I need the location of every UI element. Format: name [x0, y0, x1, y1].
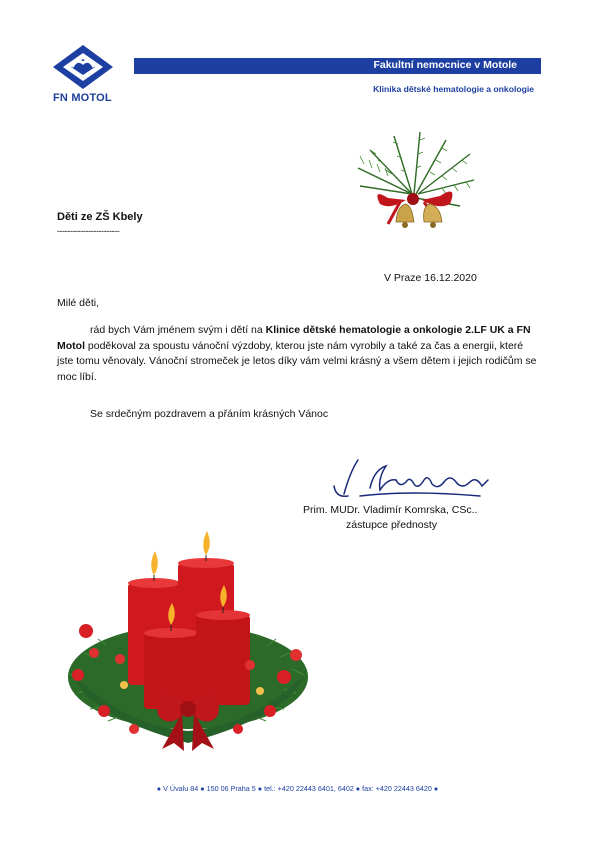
logo-icon: [52, 44, 114, 90]
christmas-bells-image: [350, 128, 478, 238]
recipient: Děti ze ZŠ Kbely: [57, 211, 143, 223]
advent-wreath-image: [64, 525, 324, 751]
handwritten-signature: [330, 452, 490, 512]
closing-greeting: Se srdečným pozdravem a přáním krásných Vánoc: [90, 408, 329, 420]
clinic-name: Klinika dětské hematologie a onkologie: [373, 84, 534, 94]
hospital-name: Fakultní nemocnice v Motole: [373, 59, 517, 71]
footer-address: ● V Úvalu 84 ● 150 06 Praha 5 ● tel.: +420 22443 6401, 6402 ● fax: +420 22443 6420 ●: [156, 784, 439, 793]
letter-date: V Praze 16.12.2020: [384, 272, 477, 284]
header-bar: [134, 58, 541, 74]
signer-role: zástupce přednosty: [346, 519, 438, 531]
fn-motol-logo: [52, 44, 124, 104]
body-text-start: rád bych Vám jménem svým i dětí na: [90, 324, 266, 336]
signer-name: Prim. MUDr. Vladimír Komrska, CSc..: [303, 504, 478, 516]
body-text-end: poděkoval za spoustu vánoční výzdoby, kterou jste nám vyrobily a také za čas a energii, které jste tomu věnovaly. Vánoční stromeček je letos díky vám velmi krásný a všem dětem i jejich rodičům se moc líbí.: [57, 339, 537, 383]
salutation: Milé děti,: [57, 297, 100, 309]
letter-body: [57, 323, 537, 385]
logo-text: FN MOTOL: [53, 92, 112, 104]
recipient-underline: ------------------------: [57, 226, 120, 236]
body-clinic-name: Klinice dětské hematologie a onkologie 2.LF UK a FN Motol: [57, 324, 531, 352]
